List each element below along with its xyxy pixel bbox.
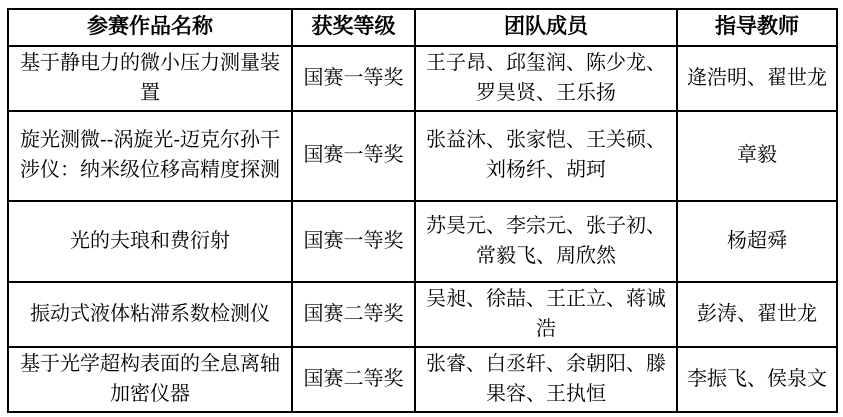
header-work-title: 参赛作品名称 (8, 9, 292, 46)
table-row (8, 111, 837, 201)
team-members-cell: 王子昂、邱玺润、陈少龙、罗昊贤、王乐扬 (415, 46, 677, 111)
header-advisors: 指导教师 (677, 9, 837, 46)
award-level-cell: 国赛二等奖 (292, 347, 415, 412)
award-level-cell: 国赛二等奖 (292, 282, 415, 347)
advisors-cell: 杨超舜 (677, 201, 837, 282)
award-level-cell: 国赛一等奖 (292, 46, 415, 111)
table-row (8, 46, 837, 111)
advisors-cell: 章毅 (677, 111, 837, 201)
award-level-cell: 国赛一等奖 (292, 111, 415, 201)
team-members-cell: 苏昊元、李宗元、张子初、常毅飞、周欣然 (415, 201, 677, 282)
table-row (8, 201, 837, 282)
table-row (8, 282, 837, 347)
team-members-cell: 张睿、白丞轩、余朝阳、滕果容、王执恒 (415, 347, 677, 412)
header-award-level: 获奖等级 (292, 9, 415, 46)
advisors-cell: 彭涛、翟世龙 (677, 282, 837, 347)
work-title-cell: 光的夫琅和费衍射 (8, 201, 292, 282)
work-title-cell: 振动式液体粘滞系数检测仪 (8, 282, 292, 347)
work-title-cell: 旋光测微--涡旋光-迈克尔孙干涉仪：纳米级位移高精度探测 (8, 111, 292, 201)
advisors-cell: 逄浩明、翟世龙 (677, 46, 837, 111)
team-members-cell: 张益沐、张家恺、王关硕、刘杨纤、胡珂 (415, 111, 677, 201)
award-results-table (7, 8, 838, 413)
table-header-row (8, 9, 837, 46)
work-title-cell: 基于静电力的微小压力测量装置 (8, 46, 292, 111)
advisors-cell: 李振飞、侯泉文 (677, 347, 837, 412)
header-team-members: 团队成员 (415, 9, 677, 46)
team-members-cell: 吴昶、徐喆、王正立、蒋诚浩 (415, 282, 677, 347)
work-title-cell: 基于光学超构表面的全息离轴加密仪器 (8, 347, 292, 412)
award-level-cell: 国赛一等奖 (292, 201, 415, 282)
table-row (8, 347, 837, 412)
